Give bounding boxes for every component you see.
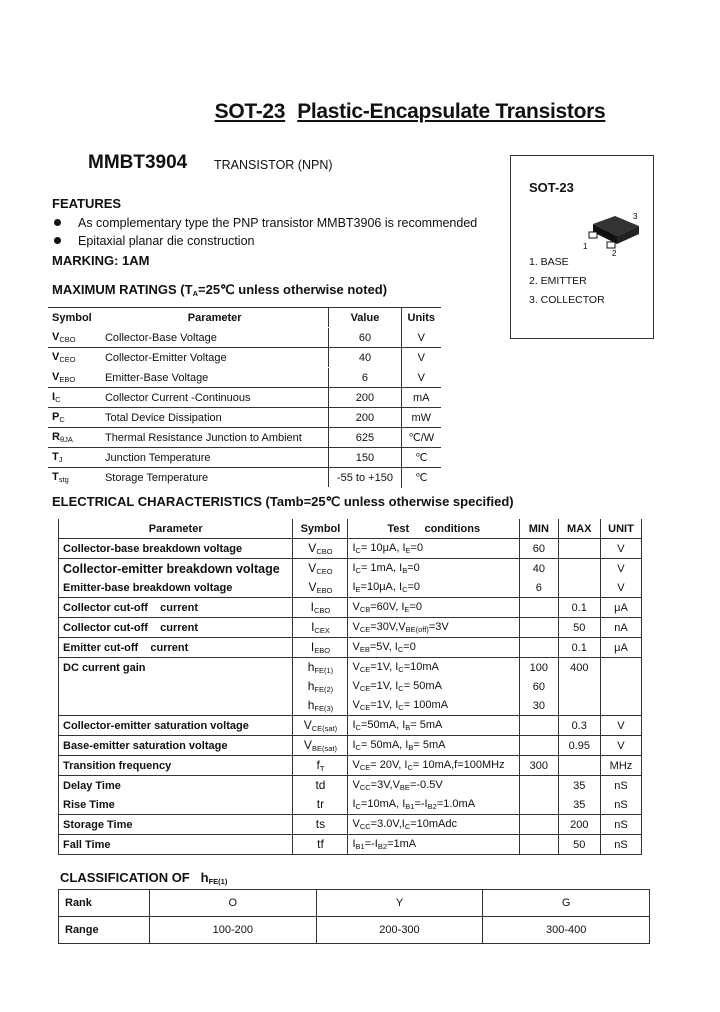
min-cell: 60 bbox=[520, 677, 559, 696]
condition-cell: $V_{CC}=3V,V_{BE}=-0.5V$ bbox=[348, 776, 520, 796]
symbol-cell: $I_{CEX}$ bbox=[293, 618, 348, 638]
symbol-cell: $I_{EBO}$ bbox=[293, 638, 348, 658]
heading-sub: A bbox=[192, 289, 198, 298]
pin-2-number: 2 bbox=[612, 249, 617, 256]
symbol-cell: $I_{CBO}$ bbox=[293, 598, 348, 618]
symbol-cell: $h_{FE(2)}$ bbox=[293, 677, 348, 696]
unit-cell bbox=[600, 677, 641, 696]
parameter-cell: Collector-Emitter Voltage bbox=[104, 351, 227, 364]
parameter-cell: Collector-base breakdown voltage bbox=[59, 539, 293, 559]
package-name: SOT-23 bbox=[529, 180, 574, 195]
rank-label: Rank bbox=[59, 890, 150, 917]
max-ratings-heading bbox=[52, 282, 387, 298]
column-header: UNIT bbox=[600, 519, 641, 539]
range-cell: 300-400 bbox=[483, 917, 650, 944]
column-header: MAX bbox=[558, 519, 600, 539]
max-cell bbox=[558, 696, 600, 716]
symbol-cell: $V_{BE(sat)}$ bbox=[293, 736, 348, 756]
table-row bbox=[59, 716, 642, 736]
unit-cell: V bbox=[600, 736, 641, 756]
parameter-cell: Junction Temperature bbox=[101, 448, 329, 468]
condition-cell: $V_{CE}= 20V$, $I_C= 10mA,f=100MHz$ bbox=[348, 756, 520, 776]
max-cell: 35 bbox=[558, 795, 600, 815]
range-cell: 100-200 bbox=[150, 917, 317, 944]
value-cell: 625 bbox=[329, 428, 401, 448]
pin-3-number: 3 bbox=[633, 212, 638, 221]
unit-cell: ℃ bbox=[415, 472, 428, 484]
symbol-cell: $V_{EBO}$ bbox=[293, 578, 348, 598]
column-header: Test conditions bbox=[348, 519, 520, 539]
parameter-cell: Collector-emitter saturation voltage bbox=[59, 716, 293, 736]
column-header: Parameter bbox=[59, 519, 293, 539]
table-row bbox=[59, 559, 642, 579]
feature-item: As complementary type the PNP transistor MMBT3906 is recommended bbox=[78, 216, 478, 230]
condition-cell: $I_{B1}=-I_{B2}=1mA$ bbox=[348, 835, 520, 855]
table-row bbox=[48, 428, 441, 448]
condition-cell: $I_C= 50mA$, $I_B= 5mA$ bbox=[348, 736, 520, 756]
min-cell: 40 bbox=[520, 559, 559, 579]
table-row bbox=[59, 776, 642, 796]
classification-heading bbox=[60, 870, 227, 886]
value-cell: 200 bbox=[329, 408, 401, 428]
unit-cell: V bbox=[417, 351, 425, 364]
parameter-cell: Transition frequency bbox=[59, 756, 293, 776]
pin-label: 1. BASE bbox=[529, 256, 569, 268]
max-cell: 35 bbox=[558, 776, 600, 796]
table-row bbox=[59, 696, 642, 716]
parameter-cell: Total Device Dissipation bbox=[101, 408, 329, 428]
column-header: Value bbox=[329, 308, 401, 328]
electrical-heading: ELECTRICAL CHARACTERISTICS (Tamb=25℃ unless otherwise specified) bbox=[52, 494, 514, 509]
bullet-icon bbox=[54, 237, 61, 244]
marking: MARKING: 1AM bbox=[52, 253, 150, 268]
condition-cell: $I_C=50mA$, $I_B= 5mA$ bbox=[348, 716, 520, 736]
table-row bbox=[48, 388, 441, 408]
table-header bbox=[48, 308, 441, 328]
max-cell bbox=[558, 539, 600, 559]
symbol-cell: tr bbox=[293, 795, 348, 815]
parameter-cell: Collector-emitter breakdown voltage bbox=[59, 559, 293, 579]
table-row bbox=[59, 835, 642, 855]
symbol-cell: td bbox=[293, 776, 348, 796]
parameter-cell: Collector cut-off current bbox=[59, 598, 293, 618]
rank-row bbox=[59, 890, 650, 917]
table-row bbox=[59, 638, 642, 658]
pin-label: 2. EMITTER bbox=[529, 275, 587, 287]
unit-cell: mW bbox=[401, 408, 441, 428]
rank-cell: Y bbox=[316, 890, 483, 917]
condition-cell: $V_{CE}=1V$, $I_C=10mA$ bbox=[348, 658, 520, 678]
min-cell bbox=[520, 776, 559, 796]
electrical-table bbox=[58, 519, 642, 855]
table-row bbox=[48, 468, 441, 488]
range-cell: 200-300 bbox=[316, 917, 483, 944]
parameter-cell: Storage Temperature bbox=[104, 471, 209, 484]
parameter-cell: Collector Current -Continuous bbox=[101, 388, 329, 408]
parameter-cell: DC current gain bbox=[59, 658, 293, 678]
condition-cell: $V_{CC}=3.0V,I_C=10mAdc$ bbox=[348, 815, 520, 835]
min-cell: 30 bbox=[520, 696, 559, 716]
unit-cell: V bbox=[600, 578, 641, 598]
pin-1-number: 1 bbox=[583, 242, 588, 251]
column-header: Symbol bbox=[52, 311, 92, 324]
feature-item: Epitaxial planar die construction bbox=[78, 234, 255, 248]
rank-cell: G bbox=[483, 890, 650, 917]
table-row bbox=[59, 795, 642, 815]
unit-cell: nS bbox=[600, 815, 641, 835]
max-cell bbox=[558, 677, 600, 696]
parameter-cell bbox=[59, 696, 293, 716]
table-row bbox=[48, 348, 441, 368]
value-cell: 60 bbox=[329, 328, 401, 348]
classification-table bbox=[58, 889, 650, 944]
table-row bbox=[48, 408, 441, 428]
unit-cell: V bbox=[600, 539, 641, 559]
min-cell: 100 bbox=[520, 658, 559, 678]
min-cell bbox=[520, 716, 559, 736]
unit-cell: nS bbox=[600, 835, 641, 855]
min-cell bbox=[520, 736, 559, 756]
min-cell: 300 bbox=[520, 756, 559, 776]
table-header bbox=[59, 519, 642, 539]
part-number: MMBT3904 bbox=[88, 152, 188, 173]
max-cell: 0.1 bbox=[558, 598, 600, 618]
range-label: Range bbox=[59, 917, 150, 944]
condition-cell: $I_C= 10\mu A$, $I_E=0$ bbox=[348, 539, 520, 559]
parameter-cell: Collector cut-off current bbox=[59, 618, 293, 638]
max-cell bbox=[558, 559, 600, 579]
heading-sub: FE(1) bbox=[208, 877, 228, 886]
symbol-cell: $V_{CEO}$ bbox=[293, 559, 348, 579]
min-cell bbox=[520, 618, 559, 638]
table-row bbox=[59, 598, 642, 618]
condition-cell: $V_{CE}=30V,V_{BE(off)}=3V$ bbox=[348, 618, 520, 638]
condition-cell: $I_C=10mA$, $I_{B1}=-I_{B2}=1.0mA$ bbox=[348, 795, 520, 815]
table-row bbox=[59, 677, 642, 696]
symbol-cell: ts bbox=[293, 815, 348, 835]
range-row bbox=[59, 917, 650, 944]
symbol-cell: $V_{CE(sat)}$ bbox=[293, 716, 348, 736]
min-cell bbox=[520, 638, 559, 658]
parameter-cell: Collector-Base Voltage bbox=[101, 328, 329, 348]
parameter-cell: Storage Time bbox=[59, 815, 293, 835]
symbol-cell: $V_{EBO}$ bbox=[48, 368, 101, 388]
symbol-cell: $f_T$ bbox=[293, 756, 348, 776]
symbol-cell: $V_{CEO}$ bbox=[52, 351, 76, 364]
unit-cell: ℃/W bbox=[401, 428, 441, 448]
heading-text: MAXIMUM RATINGS (T bbox=[52, 282, 193, 297]
document-title bbox=[0, 100, 720, 124]
sot23-package-icon bbox=[581, 206, 651, 256]
title-text: Plastic-Encapsulate Transistors bbox=[297, 100, 606, 123]
parameter-cell: Thermal Resistance Junction to Ambient bbox=[101, 428, 329, 448]
max-ratings-table bbox=[48, 307, 441, 488]
max-cell: 0.95 bbox=[558, 736, 600, 756]
condition-cell: $I_E=10\mu A$, $I_C=0$ bbox=[348, 578, 520, 598]
table-row bbox=[59, 539, 642, 559]
unit-cell: MHz bbox=[600, 756, 641, 776]
column-header: Units bbox=[407, 311, 435, 324]
features-heading: FEATURES bbox=[52, 196, 122, 211]
symbol-cell: $T_{stg}$ bbox=[52, 471, 69, 484]
table-row bbox=[59, 815, 642, 835]
package-box bbox=[510, 155, 654, 339]
value-cell: -55 to +150 bbox=[329, 468, 401, 488]
unit-cell: nA bbox=[600, 618, 641, 638]
parameter-cell: Emitter cut-off current bbox=[59, 638, 293, 658]
heading-text: CLASSIFICATION OF bbox=[60, 870, 190, 885]
unit-cell: V bbox=[600, 716, 641, 736]
unit-cell: nS bbox=[600, 795, 641, 815]
max-cell: 0.3 bbox=[558, 716, 600, 736]
symbol-cell: $V_{CBO}$ bbox=[293, 539, 348, 559]
table-row bbox=[59, 658, 642, 678]
unit-cell: μA bbox=[600, 638, 641, 658]
unit-cell: nS bbox=[600, 776, 641, 796]
symbol-cell: $I_C$ bbox=[48, 388, 101, 408]
min-cell bbox=[520, 815, 559, 835]
table-row bbox=[48, 368, 441, 388]
condition-cell: $V_{CE}=1V$, $I_C= 50mA$ bbox=[348, 677, 520, 696]
max-cell: 400 bbox=[558, 658, 600, 678]
parameter-cell: Fall Time bbox=[59, 835, 293, 855]
unit-cell: V bbox=[600, 559, 641, 579]
max-cell: 50 bbox=[558, 618, 600, 638]
symbol-cell: tf bbox=[293, 835, 348, 855]
max-cell: 200 bbox=[558, 815, 600, 835]
symbol-cell: $h_{FE(1)}$ bbox=[293, 658, 348, 678]
column-header: Parameter bbox=[187, 311, 242, 324]
table-row bbox=[59, 578, 642, 598]
parameter-cell: Rise Time bbox=[59, 795, 293, 815]
symbol-cell: $R_{\theta JA}$ bbox=[48, 428, 101, 448]
title-package: SOT-23 bbox=[214, 100, 286, 123]
min-cell bbox=[520, 598, 559, 618]
min-cell: 60 bbox=[520, 539, 559, 559]
min-cell: 6 bbox=[520, 578, 559, 598]
heading-sym: h bbox=[200, 870, 209, 885]
table-row bbox=[59, 618, 642, 638]
unit-cell bbox=[600, 658, 641, 678]
unit-cell bbox=[600, 696, 641, 716]
max-cell: 0.1 bbox=[558, 638, 600, 658]
symbol-cell: $T_J$ bbox=[48, 448, 101, 468]
column-header: MIN bbox=[520, 519, 559, 539]
table-row bbox=[48, 328, 441, 348]
parameter-cell: Delay Time bbox=[59, 776, 293, 796]
symbol-cell: $h_{FE(3)}$ bbox=[293, 696, 348, 716]
part-type: TRANSISTOR (NPN) bbox=[214, 158, 333, 172]
value-cell: 6 bbox=[329, 368, 401, 388]
table-row bbox=[48, 448, 441, 468]
value-cell: 40 bbox=[329, 348, 401, 368]
column-header: Symbol bbox=[293, 519, 348, 539]
symbol-cell: $P_C$ bbox=[48, 408, 101, 428]
pin-label: 3. COLLECTOR bbox=[529, 294, 605, 306]
value-cell: 200 bbox=[329, 388, 401, 408]
min-cell bbox=[520, 835, 559, 855]
condition-cell: $V_{CB}=60V$, $I_E=0$ bbox=[348, 598, 520, 618]
max-cell: 50 bbox=[558, 835, 600, 855]
unit-cell: μA bbox=[600, 598, 641, 618]
min-cell bbox=[520, 795, 559, 815]
heading-text: =25℃ unless otherwise noted) bbox=[198, 282, 388, 297]
table-row bbox=[59, 736, 642, 756]
unit-cell: V bbox=[401, 368, 441, 388]
value-cell: 150 bbox=[329, 448, 401, 468]
unit-cell: V bbox=[401, 328, 441, 348]
max-cell bbox=[558, 578, 600, 598]
condition-cell: $V_{CE}=1V$, $I_C= 100mA$ bbox=[348, 696, 520, 716]
parameter-cell: Emitter-Base Voltage bbox=[101, 368, 329, 388]
condition-cell: $I_C= 1mA$, $I_B=0$ bbox=[348, 559, 520, 579]
max-cell bbox=[558, 756, 600, 776]
symbol-cell: $V_{CBO}$ bbox=[48, 328, 101, 348]
condition-cell: $V_{EB}=5V$, $I_C=0$ bbox=[348, 638, 520, 658]
bullet-icon bbox=[54, 219, 61, 226]
rank-cell: O bbox=[150, 890, 317, 917]
unit-cell: ℃ bbox=[401, 448, 441, 468]
parameter-cell: Emitter-base breakdown voltage bbox=[59, 578, 293, 598]
table-row bbox=[59, 756, 642, 776]
unit-cell: mA bbox=[401, 388, 441, 408]
parameter-cell bbox=[59, 677, 293, 696]
parameter-cell: Base-emitter saturation voltage bbox=[59, 736, 293, 756]
